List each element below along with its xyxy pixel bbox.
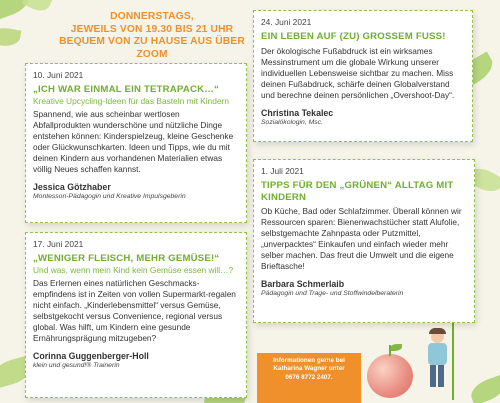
event-description: Spannend, wie aus scheinbar wertlosen Abfallprodukten wunderschöne und nützliche Dinge entstehen können: Kinderspielzeug, kleine Geschenke oder Glückwunschkarten. Ideen und Tipps, wie du mit deinen Kindern aus vorhandenen Materialien etwas völlig Neues schaffen kannst. — [33, 109, 234, 174]
contact-line-1: Informationen gerne bei — [273, 357, 345, 364]
event-subtitle: Kreative Upcycling-Ideen für das Basteln mit Kindern — [33, 95, 229, 106]
event-schedule-header — [52, 11, 252, 61]
event-speaker-role: klein und gesund!® Trainerin — [33, 362, 120, 369]
event-subtitle: Und was, wenn mein Kind kein Gemüse essen will…? — [33, 264, 234, 275]
contact-info-box — [257, 353, 361, 403]
event-speaker-role: Pädagogin und Trage- und Stoffwindelberaterin — [261, 290, 404, 297]
event-speaker: Jessica Götzhaber — [33, 182, 111, 192]
header-line-2: JEWEILS VON 19.30 BIS 21 UHR — [70, 23, 234, 35]
event-title: „ICH WAR EINMAL EIN TETRAPACK…“ — [33, 84, 219, 95]
event-card-gruener-alltag — [253, 159, 475, 323]
event-card-tetrapack — [25, 63, 247, 223]
event-speaker: Barbara Schmerlaib — [261, 279, 345, 289]
event-description: Ob Küche, Bad oder Schlafzimmer. Überall können wir Ressourcen sparen: Bienenwachstücher statt Alufolie, selbstgemachte Zahnpasta oder Putzmittel, „unverpacktes“ Einkaufen und einfach wieder mehr selber machen. Das freut die Umwelt und die eigene Brieftasche! — [261, 206, 462, 271]
event-speaker: Christina Tekalec — [261, 107, 334, 118]
leaf-decoration — [0, 26, 21, 49]
event-date: 1. Juli 2021 — [261, 166, 304, 176]
header-line-3: BEQUEM VON ZU HAUSE AUS ÜBER ZOOM — [59, 36, 245, 60]
event-speaker: Corinna Guggenberger-Holl — [33, 351, 149, 361]
event-description: Der ökologische Fußabdruck ist ein wirksames Messinstrument um die globale Wirkung unserer individuellen Lebensweise sichtbar zu machen. Miss deinen Fußabdruck, schärfe deinen Globalverstand und berechne deinen persönlichen „Overshoot-Day“. — [261, 45, 455, 100]
event-speaker-role: Sozialökologin, Msc. — [261, 118, 323, 126]
apple-leaf — [390, 344, 402, 351]
child-illustration — [426, 330, 448, 392]
header-line-1: DONNERSTAGS, — [110, 11, 194, 22]
contact-line-2: Katharina Wagner unter — [273, 365, 345, 373]
contact-phone: 0676 8772 2407. — [285, 373, 333, 381]
event-title: TIPPS FÜR DEN „GRÜNEN“ ALLTAG MIT KINDERN — [261, 180, 454, 203]
leaf-decoration — [468, 374, 500, 403]
apple-illustration — [367, 354, 413, 398]
event-description: Das Erlernen eines natürlichen Geschmacks-empfindens ist in Zeiten von vollen Supermarkt-regalen nicht einfach. „Kinderlebensmittel“ versus Gemüse, selbstgekocht versus Convenience, regional versus global. Was hilft, um Kindern eine gesunde Ernährungsprägung mitzugeben? — [33, 278, 236, 343]
event-date: 17. Juni 2021 — [33, 239, 84, 249]
leaf-decoration — [22, 0, 52, 15]
event-date: 24. Juni 2021 — [261, 17, 312, 27]
event-speaker-role: Montessori-Pädagogin und Kreative Impulsgeberin — [33, 193, 186, 200]
event-title: „WENIGER FLEISCH, MEHR GEMÜSE!“ — [33, 253, 220, 264]
event-card-fussabdruck — [253, 10, 473, 142]
event-card-gemuese — [25, 232, 247, 398]
event-date: 10. Juni 2021 — [33, 70, 84, 80]
event-title: EIN LEBEN AUF (ZU) GROSSEM FUSS! — [261, 31, 446, 42]
